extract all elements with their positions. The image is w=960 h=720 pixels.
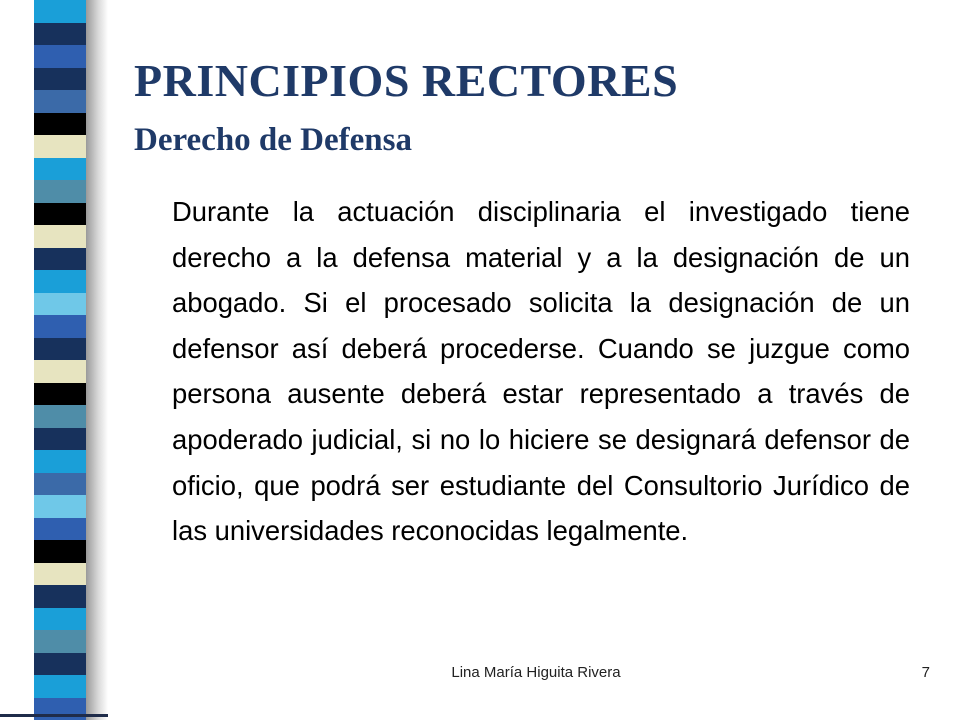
- slide-body-text: Durante la actuación disciplinaria el investigado tiene derecho a la defensa material y a la designación de un abogado. Si el procesado solicita la designación de un defensor así deberá procederse. Cuando se juzgue como persona ausente deberá estar representado a través de apoderado judicial, si no lo hiciere se designará defensor de oficio, que podrá ser estudiante del Consultorio Jurídico de las universidades reconocidas legalmente.: [172, 196, 910, 547]
- decorative-stripe: [34, 293, 86, 316]
- decorative-stripe: [34, 0, 86, 23]
- slide-subtitle: Derecho de Defensa: [134, 122, 412, 158]
- decorative-stripe: [34, 405, 86, 428]
- decorative-stripe: [34, 113, 86, 136]
- decorative-stripe: [34, 225, 86, 248]
- decorative-left-bar: [0, 0, 86, 720]
- decorative-stripe: [34, 248, 86, 271]
- page-number: 7: [921, 664, 930, 681]
- decorative-stripe: [34, 203, 86, 226]
- decorative-stripe: [34, 180, 86, 203]
- decorative-shadow: [86, 0, 108, 720]
- decorative-stripe: [34, 585, 86, 608]
- decorative-bottom-line: [0, 714, 108, 717]
- decorative-stripe: [34, 383, 86, 406]
- decorative-stripe: [34, 630, 86, 653]
- decorative-stripe: [34, 675, 86, 698]
- decorative-stripe: [34, 90, 86, 113]
- decorative-stripe: [34, 608, 86, 631]
- decorative-stripe: [34, 338, 86, 361]
- decorative-stripe: [34, 495, 86, 518]
- decorative-stripe: [34, 23, 86, 46]
- decorative-stripe: [34, 563, 86, 586]
- decorative-stripe: [34, 518, 86, 541]
- decorative-stripe: [34, 428, 86, 451]
- decorative-stripe: [34, 270, 86, 293]
- footer-author: Lina María Higuita Rivera: [451, 664, 621, 681]
- decorative-stripes: [34, 0, 86, 720]
- decorative-stripe: [34, 360, 86, 383]
- slide-title: PRINCIPIOS RECTORES: [134, 55, 679, 106]
- decorative-stripe: [34, 135, 86, 158]
- decorative-stripe: [34, 653, 86, 676]
- decorative-stripe: [34, 45, 86, 68]
- decorative-stripe: [34, 540, 86, 563]
- decorative-stripe: [34, 473, 86, 496]
- decorative-stripe: [34, 450, 86, 473]
- decorative-stripe: [34, 315, 86, 338]
- decorative-stripe: [34, 158, 86, 181]
- decorative-stripe: [34, 68, 86, 91]
